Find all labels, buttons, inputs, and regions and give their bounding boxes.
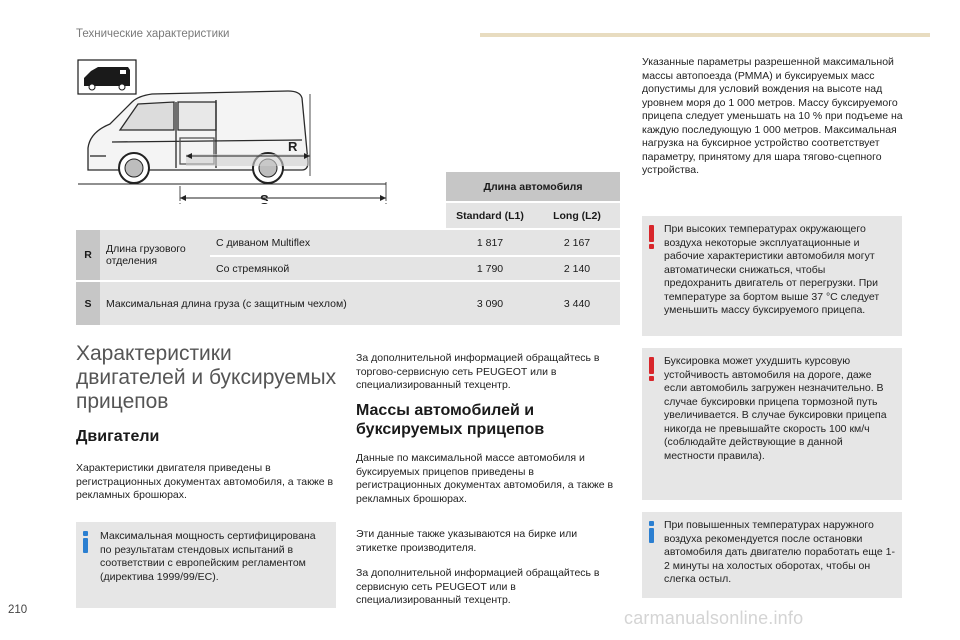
info-cooling-text: При повышенных температурах наружного воздуха рекомендуется после остановки автомобиля дать двигателю поработать еще 1-2 минуты на холостых оборотах, чтобы он слегка остыл. xyxy=(664,519,895,585)
altitude-paragraph: Указанные параметры разрешенной максимальной массы автопоезда (РММА) и буксируемых масс допустимы для условий вождения на высоте над уровнем моря до 1 000 метров. Массу буксируемого прицепа следует уменьшать на 10 % при подъеме на каждую последующую 1 000 метров. Максимальная нагрузка на буксирное устройство соответствует параметру, принятому для шара тягово-сцепного устройства. xyxy=(642,56,903,176)
info-icon xyxy=(649,521,655,545)
row-variant: Со стремянкой xyxy=(210,256,446,281)
cell-long: 3 440 xyxy=(534,281,620,325)
van-thumbnail-icon xyxy=(78,60,136,94)
label-r: R xyxy=(288,139,298,154)
section-header: Технические характеристики xyxy=(76,28,230,40)
row-key: R xyxy=(76,229,100,281)
info-box-cooling xyxy=(642,512,902,598)
cell-standard: 1 817 xyxy=(446,229,534,256)
warning-icon xyxy=(649,225,655,251)
cell-long: 2 167 xyxy=(534,229,620,256)
cell-standard: 1 790 xyxy=(446,256,534,281)
warning-icon xyxy=(649,357,655,383)
header-rule xyxy=(480,33,930,37)
table-row xyxy=(76,281,620,325)
row-label: Максимальная длина груза (с защитным чехлом) xyxy=(100,281,446,325)
info-power-text: Максимальная мощность сертифицирована по результатам стендовых испытаний в соответствии с европейским регламентом (директива 1999/99/EC). xyxy=(100,530,316,583)
col-standard: Standard (L1) xyxy=(446,202,534,229)
warning-temperature-text: При высоких температурах окружающего воздуха некоторые эксплуатационные и рабочие характеристики автомобиля могут автоматически снижаться, чтобы предохранить двигатель от перегрузки. При температуре за бортом выше 37 °C следует уменьшить массу буксируемого прицепа. xyxy=(664,223,880,316)
cell-standard: 3 090 xyxy=(446,281,534,325)
info-icon xyxy=(83,531,89,555)
row-label: Длина грузового отделения xyxy=(100,229,210,281)
vehicle-length-table xyxy=(76,172,620,325)
intro-paragraph: За дополнительной информацией обращайтесь в торгово-сервисную сеть PEUGEOT или в специализированный техцентр. xyxy=(356,352,600,391)
label-s: S xyxy=(260,192,269,207)
engines-paragraph: Характеристики двигателя приведены в регистрационных документах автомобиля, а также в рекламных брошюрах. xyxy=(76,462,334,501)
service-paragraph: За дополнительной информацией обращайтесь в сервисную сеть PEUGEOT или в специализированный техцентр. xyxy=(356,567,600,606)
watermark: carmanualsonline.info xyxy=(624,608,804,628)
warning-box-temperature xyxy=(642,216,902,336)
page-number: 210 xyxy=(8,604,28,616)
cell-long: 2 140 xyxy=(534,256,620,281)
table-row xyxy=(76,229,620,256)
row-key: S xyxy=(76,281,100,325)
row-variant: С диваном Multiflex xyxy=(210,229,446,256)
masses-paragraph: Данные по максимальной массе автомобиля и буксируемых прицепов приведены в регистрационных документах автомобиля, а также в рекламных брошюрах. xyxy=(356,452,614,505)
label-paragraph: Эти данные также указываются на бирке или этикетке производителя. xyxy=(356,528,578,554)
table-group-header: Длина автомобиля xyxy=(446,172,620,202)
warning-box-towing xyxy=(642,348,902,500)
warning-towing-text: Буксировка может ухудшить курсовую устойчивость автомобиля на дороге, даже если автомобиль загружен незначительно. В случае буксировки прицепа тормозной путь увеличивается. В случае буксировки прицепа никогда не превышайте скорость 100 км/ч (соблюдайте действующие в данной местности правила). xyxy=(664,355,887,462)
masses-heading: Массы автомобилей и буксируемых прицепов xyxy=(356,402,545,438)
col-long: Long (L2) xyxy=(534,202,620,229)
page-title: Характеристики двигателей и буксируемых прицепов xyxy=(76,342,337,413)
engines-heading: Двигатели xyxy=(76,428,160,445)
info-box-power xyxy=(76,522,336,608)
